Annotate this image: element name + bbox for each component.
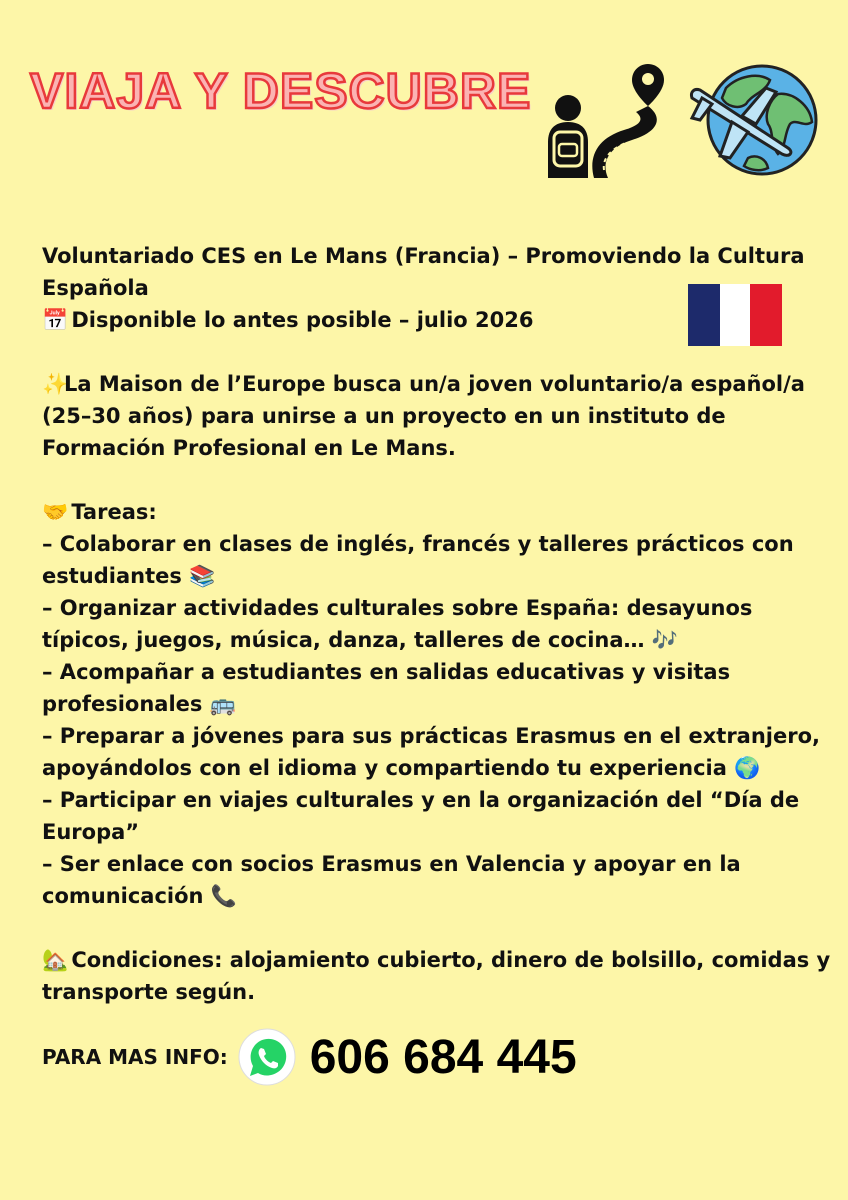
announcement-body — [42, 240, 832, 1008]
whatsapp-icon[interactable] — [238, 1028, 296, 1086]
tasks-heading — [42, 496, 832, 528]
globe-icon: 🌍 — [734, 756, 761, 780]
phone-number[interactable]: 606 684 445 — [309, 1030, 577, 1084]
books-icon: 📚 — [189, 564, 216, 588]
task-text: – Colaborar en clases de inglés, francés y talleres prácticos con estudiantes — [42, 532, 794, 588]
music-notes-icon: 🎶 — [651, 628, 678, 652]
availability-text: Disponible lo antes posible – julio 2026 — [71, 308, 534, 332]
header-line: Voluntariado CES en Le Mans (Francia) – Promoviendo la Cultura Española — [42, 244, 805, 300]
task-text: – Participar en viajes culturales y en la organización del “Día de Europa” — [42, 788, 800, 844]
france-flag-icon — [688, 284, 782, 346]
task-text: – Preparar a jóvenes para sus prácticas Erasmus en el extranjero, apoyándolos con el idioma y compartiendo tu experiencia — [42, 724, 820, 780]
intro-text: La Maison de l’Europe busca un/a joven voluntario/a español/a (25–30 años) para unirse a un proyecto en un instituto de Formación Profesional en Le Mans. — [42, 372, 805, 460]
tasks-heading-text: Tareas: — [71, 500, 157, 524]
sparkles-icon: ✨ — [42, 372, 69, 396]
poster-title: VIAJA Y DESCUBRE — [30, 63, 532, 119]
task-item — [42, 656, 832, 720]
conditions-text: Condiciones: alojamiento cubierto, dinero de bolsillo, comidas y transporte según. — [42, 948, 831, 1004]
intro-paragraph — [42, 368, 832, 464]
task-item — [42, 720, 832, 784]
contact-footer — [42, 1028, 577, 1086]
contact-label: PARA MAS INFO: — [42, 1045, 228, 1069]
globe-airplane-icon — [686, 58, 818, 186]
task-item — [42, 592, 832, 656]
traveler-route-icon — [540, 60, 670, 185]
house-icon: 🏡 — [42, 948, 69, 972]
task-item — [42, 784, 832, 848]
task-item — [42, 528, 832, 592]
conditions-paragraph — [42, 944, 832, 1008]
task-item — [42, 848, 832, 912]
task-text: – Acompañar a estudiantes en salidas educativas y visitas profesionales — [42, 660, 731, 716]
task-text: – Ser enlace con socios Erasmus en Valencia y apoyar en la comunicación — [42, 852, 741, 908]
bus-icon: 🚌 — [209, 692, 236, 716]
telephone-icon: 📞 — [210, 884, 237, 908]
calendar-icon: 📅 — [42, 308, 69, 332]
handshake-icon: 🤝 — [42, 500, 69, 524]
task-text: – Organizar actividades culturales sobre España: desayunos típicos, juegos, música, danza, talleres de cocina… — [42, 596, 753, 652]
